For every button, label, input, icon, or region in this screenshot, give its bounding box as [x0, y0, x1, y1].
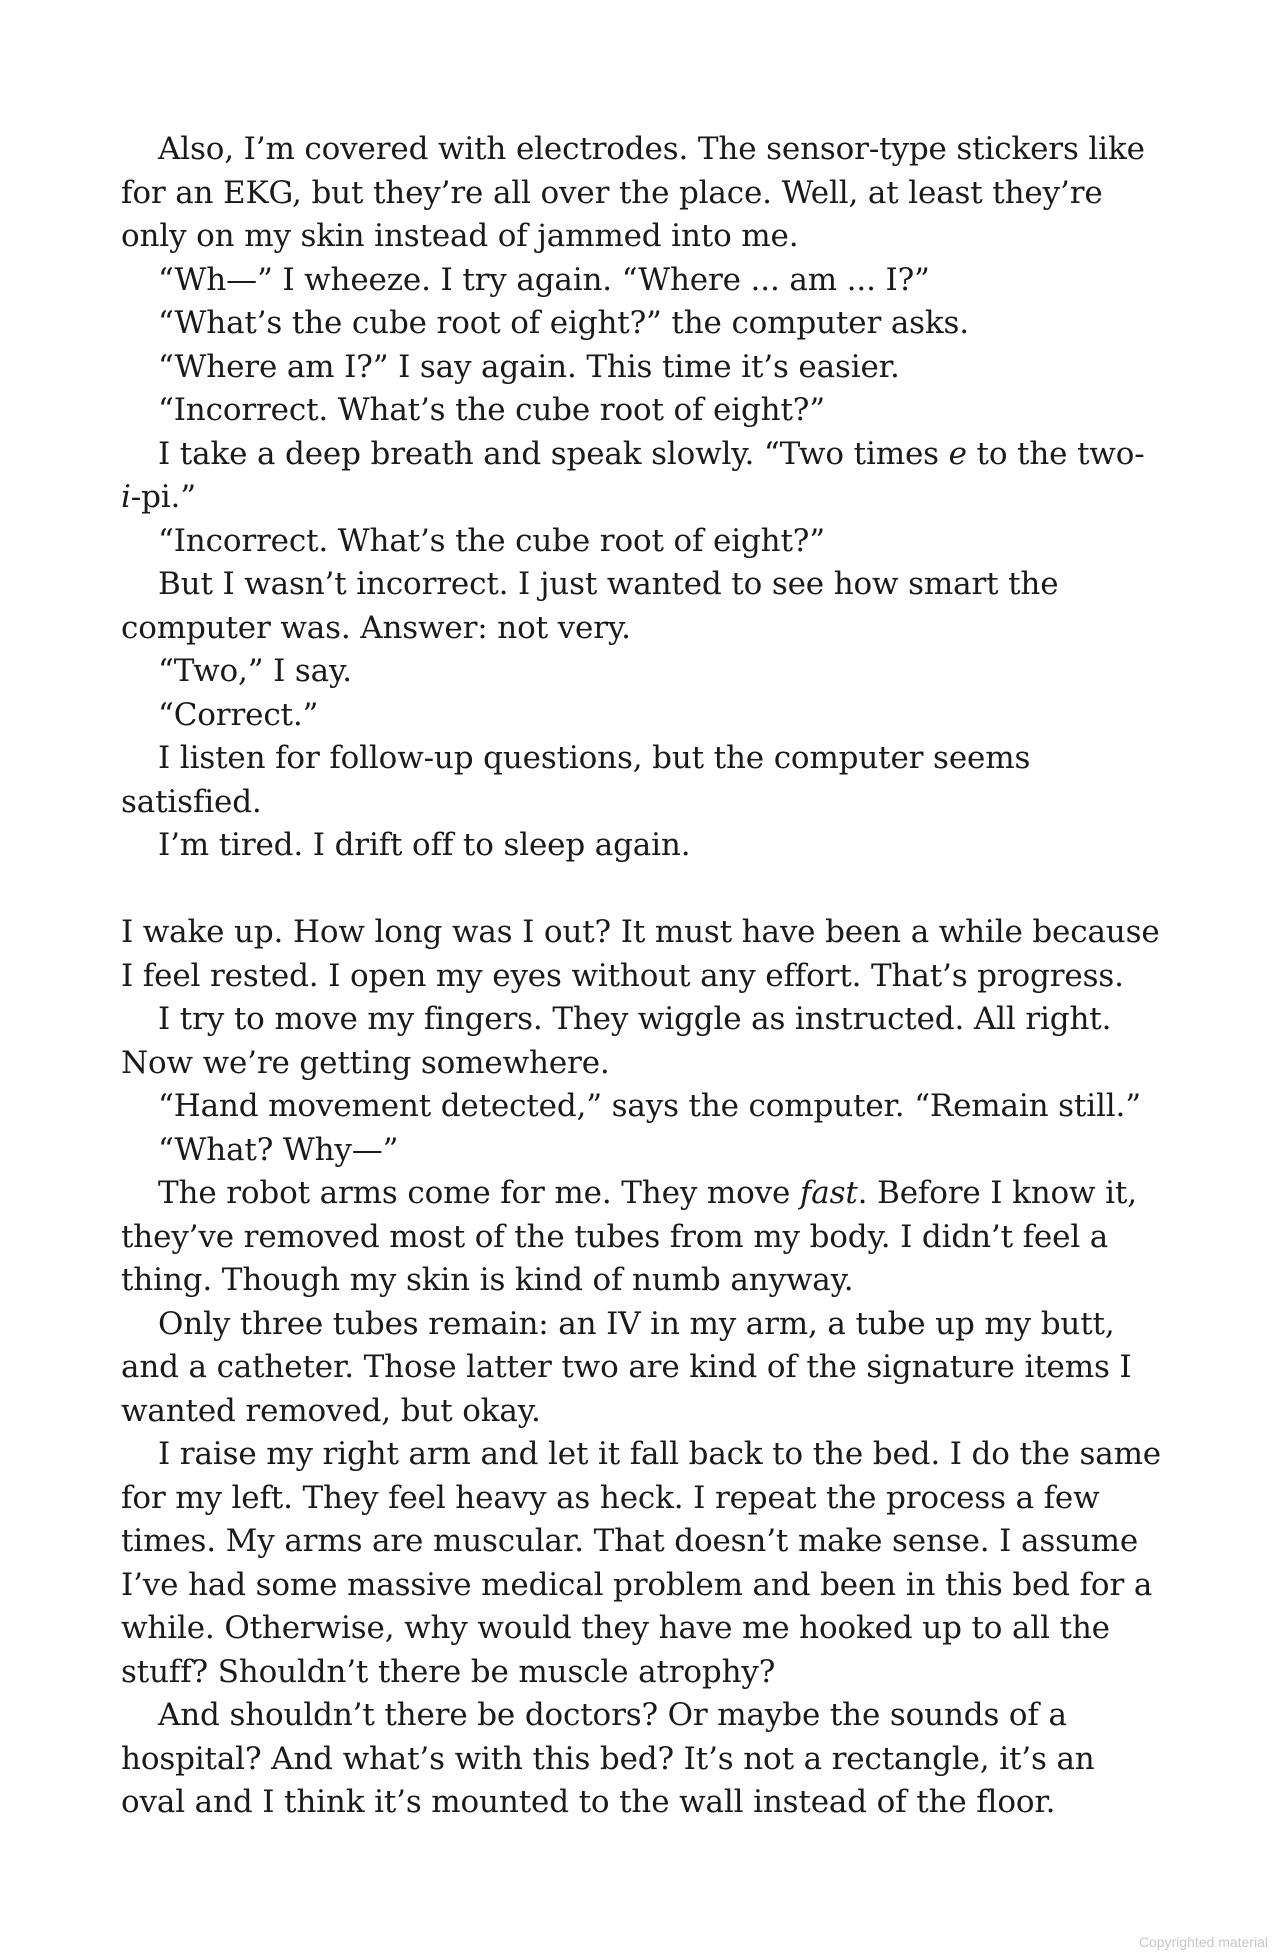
- paragraph: “Two,” I say.: [158, 653, 352, 689]
- paragraph: I try to move my fingers. They wiggle as instructed. All right. Now we’re getting somewhere.: [121, 1001, 1112, 1081]
- paragraph: “Incorrect. What’s the cube root of eight?”: [158, 522, 825, 559]
- paragraph: “What? Why—”: [158, 1131, 399, 1168]
- italic-i: i: [121, 479, 131, 515]
- text-run: The robot arms come for me. They move: [158, 1175, 800, 1211]
- paragraph: And shouldn’t there be doctors? Or maybe the sounds of a hospital? And what’s with this bed? It’s not a rectangle, it’s an oval and I think it’s mounted to the wall instead of the floor.: [121, 1697, 1095, 1820]
- paragraph: [121, 433, 1161, 520]
- paragraph: [121, 1172, 1161, 1303]
- text-run: . Before I know it, they’ve removed most of the tubes from my body. I didn’t feel a thing. Though my skin is kind of numb anyway.: [121, 1175, 1137, 1298]
- paragraph: “Where am I?” I say again. This time it’s easier.: [158, 348, 900, 385]
- text-run: -pi.”: [130, 479, 196, 515]
- paragraph: “Wh—” I wheeze. I try again. “Where ... am ... I?”: [158, 261, 930, 298]
- paragraph: “Incorrect. What’s the cube root of eight?”: [158, 392, 825, 428]
- paragraph: I’m tired. I drift off to sleep again.: [158, 827, 691, 863]
- italic-fast: fast: [799, 1175, 858, 1211]
- text-run: to the two-: [966, 435, 1145, 472]
- paragraph: “Hand movement detected,” says the computer. “Remain still.”: [158, 1088, 1141, 1124]
- paragraph: “Correct.”: [158, 696, 319, 733]
- section-first-paragraph: I wake up. How long was I out? It must have been a while because I feel rested. I open my eyes without any effort. That’s progress.: [121, 914, 1160, 994]
- paragraph: “What’s the cube root of eight?” the computer asks.: [158, 305, 970, 341]
- paragraph: Only three tubes remain: an IV in my arm, a tube up my butt, and a catheter. Those latter two are kind of the signature items I wanted removed, but okay.: [121, 1305, 1132, 1429]
- italic-e: e: [948, 435, 967, 472]
- paragraph: I raise my right arm and let it fall back to the bed. I do the same for my left. They feel heavy as heck. I repeat the process a few times. My arms are muscular. That doesn’t make sense. I assume I’ve had some massive medical problem and been in this bed for a while. Otherwise, why would they have me hooked up to all the stuff? Shouldn’t there be muscle atrophy?: [121, 1436, 1162, 1690]
- copyright-watermark: Copyrighted material: [1138, 1934, 1268, 1950]
- text-run: I take a deep breath and speak slowly. “Two times: [158, 435, 949, 472]
- paragraph: Also, I’m covered with electrodes. The sensor-type stickers like for an EKG, but they’re all over the place. Well, at least they’re only on my skin instead of jammed into me.: [121, 131, 1145, 254]
- paragraph: I listen for follow-up questions, but the computer seems satisfied.: [121, 740, 1031, 820]
- page-text: [121, 128, 1161, 1825]
- paragraph: But I wasn’t incorrect. I just wanted to see how smart the computer was. Answer: not very.: [121, 566, 1059, 646]
